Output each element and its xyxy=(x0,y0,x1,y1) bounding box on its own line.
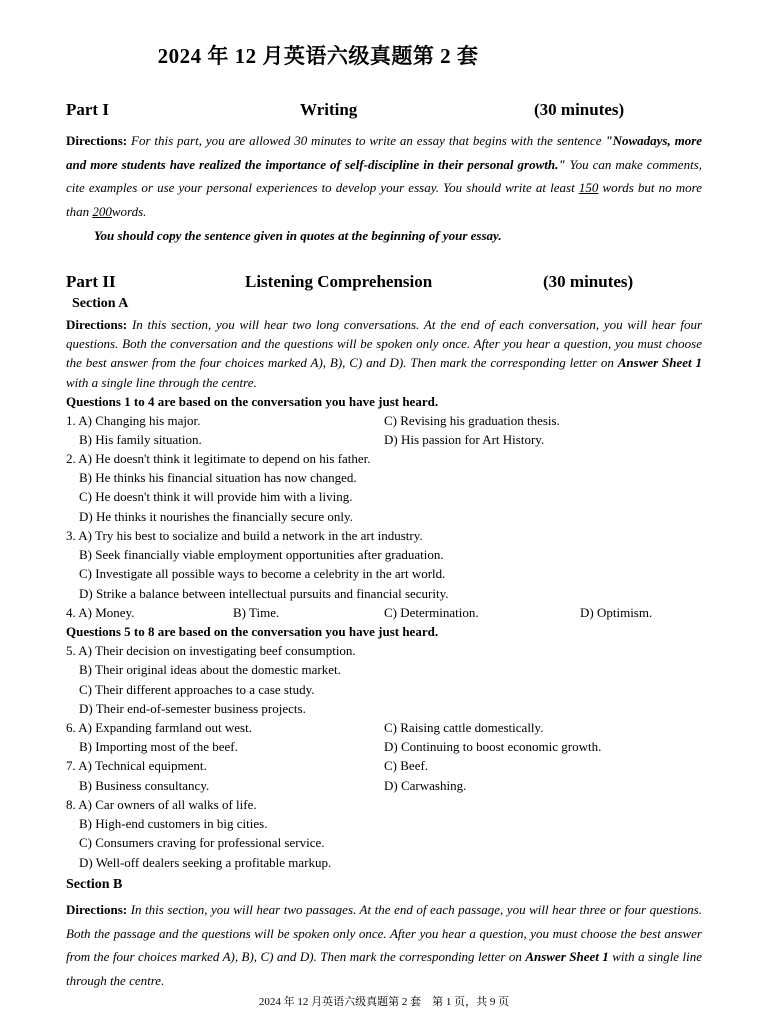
q4-option-d: D) Optimism. xyxy=(580,605,653,620)
part1-note: You should copy the sentence given in quotes at the beginning of your essay. xyxy=(94,228,502,243)
section-a-directions xyxy=(66,315,702,392)
directions-label: Directions: xyxy=(66,317,128,332)
q4-option-b: B) Time. xyxy=(233,605,280,620)
q3-option-b: B) Seek financially viable employment opportunities after graduation. xyxy=(79,547,444,562)
q3-option-a: 3. A) Try his best to socialize and build a network in the art industry. xyxy=(66,528,423,543)
page-title: 2024 年 12 月英语六级真题第 2 套 xyxy=(157,44,479,68)
q5-option-c: C) Their different approaches to a case study. xyxy=(79,682,315,697)
q2-option-a: 2. A) He doesn't think it legitimate to depend on his father. xyxy=(66,451,371,466)
q3-option-d: D) Strike a balance between intellectual pursuits and financial security. xyxy=(79,586,449,601)
q5-option-b: B) Their original ideas about the domestic market. xyxy=(79,662,341,677)
q6-option-a: 6. A) Expanding farmland out west. xyxy=(66,720,252,735)
directions-text: For this part, you are allowed 30 minutes to write an essay that begins with the sentence xyxy=(131,133,602,148)
q8-option-b: B) High-end customers in big cities. xyxy=(79,816,268,831)
section-a-label: Section A xyxy=(72,296,129,311)
q1-option-a: 1. A) Changing his major. xyxy=(66,413,201,428)
q2-option-b: B) He thinks his financial situation has now changed. xyxy=(79,470,357,485)
part2-time: (30 minutes) xyxy=(543,272,634,291)
directions-text-4: words. xyxy=(111,203,147,219)
q1-option-d: D) His passion for Art History. xyxy=(384,432,545,447)
q3-option-c: C) Investigate all possible ways to become a celebrity in the art world. xyxy=(79,566,446,581)
directions-label: Directions: xyxy=(66,133,128,148)
directions-text-2: with a single line through the centre. xyxy=(66,374,257,390)
directions-text-2: with a single line through the centre. xyxy=(66,949,703,988)
q6-option-c: C) Raising cattle domestically. xyxy=(384,720,544,735)
part2-name: Listening Comprehension xyxy=(245,272,433,291)
part1-name: Writing xyxy=(300,100,358,119)
q5-option-a: 5. A) Their decision on investigating beef consumption. xyxy=(66,643,356,658)
part1-time: (30 minutes) xyxy=(534,100,625,119)
q2-option-d: D) He thinks it nourishes the financially secure only. xyxy=(79,509,353,524)
question-group-1-heading: Questions 1 to 4 are based on the conversation you have just heard. xyxy=(66,394,439,409)
part2-header xyxy=(66,272,702,294)
section-b-directions xyxy=(66,898,702,992)
q7-option-d: D) Carwashing. xyxy=(384,778,467,793)
q7-option-a: 7. A) Technical equipment. xyxy=(66,758,207,773)
min-word-count: 150 xyxy=(578,180,599,196)
q6-option-d: D) Continuing to boost economic growth. xyxy=(384,739,602,754)
answer-sheet-ref: Answer Sheet 1 xyxy=(617,355,702,371)
directions-text-3: words but no more than xyxy=(66,180,702,219)
section-b-label: Section B xyxy=(66,877,123,892)
directions-text-2: You can make comments, cite examples or use your personal experiences to develop your essay. You should write at least xyxy=(66,156,702,196)
q1-option-c: C) Revising his graduation thesis. xyxy=(384,413,560,428)
q6-option-b: B) Importing most of the beef. xyxy=(79,739,238,754)
q7-option-c: C) Beef. xyxy=(384,758,429,773)
q8-option-a: 8. A) Car owners of all walks of life. xyxy=(66,797,257,812)
max-word-count: 200 xyxy=(92,203,112,219)
answer-sheet-ref: Answer Sheet 1 xyxy=(525,949,609,965)
part1-label: Part I xyxy=(66,100,109,119)
q8-option-c: C) Consumers craving for professional service. xyxy=(79,835,325,850)
directions-text: In this section, you will hear two passages. At the end of each passage, you will hear three or four questions. Both the passage and the questions will be spoken only once. After you hear a question, you must choose the best answer from the four choices marked A), B), C) and D). Then mark the corresponding letter on xyxy=(66,902,702,965)
q2-option-c: C) He doesn't think it will provide him with a living. xyxy=(79,489,353,504)
q4-option-c: C) Determination. xyxy=(384,605,479,620)
part2-label: Part II xyxy=(66,272,116,291)
q8-option-d: D) Well-off dealers seeking a profitable markup. xyxy=(79,855,332,870)
directions-label: Directions: xyxy=(66,902,128,917)
essay-prompt-quote: "Nowadays, more and more students have realized the importance of self-discipline in their personal growth." xyxy=(66,133,703,172)
q5-option-d: D) Their end-of-semester business projects. xyxy=(79,701,306,716)
part1-header xyxy=(66,100,702,122)
q7-option-b: B) Business consultancy. xyxy=(79,778,210,793)
page-footer: 2024 年 12 月英语六级真题第 2 套 第 1 页，共 9 页 xyxy=(258,996,510,1008)
q1-option-b: B) His family situation. xyxy=(79,432,202,447)
directions-text: In this section, you will hear two long conversations. At the end of each conversation, you will hear four questions. Both the conversation and the questions will be spoken only once. After you hear a question, you must choose the best answer from the four choices marked A), B), C) and D). Then mark the corresponding letter on xyxy=(66,317,703,371)
q4-option-a: 4. A) Money. xyxy=(66,605,135,620)
question-group-2-heading: Questions 5 to 8 are based on the conversation you have just heard. xyxy=(66,624,439,639)
part1-directions xyxy=(66,129,702,223)
